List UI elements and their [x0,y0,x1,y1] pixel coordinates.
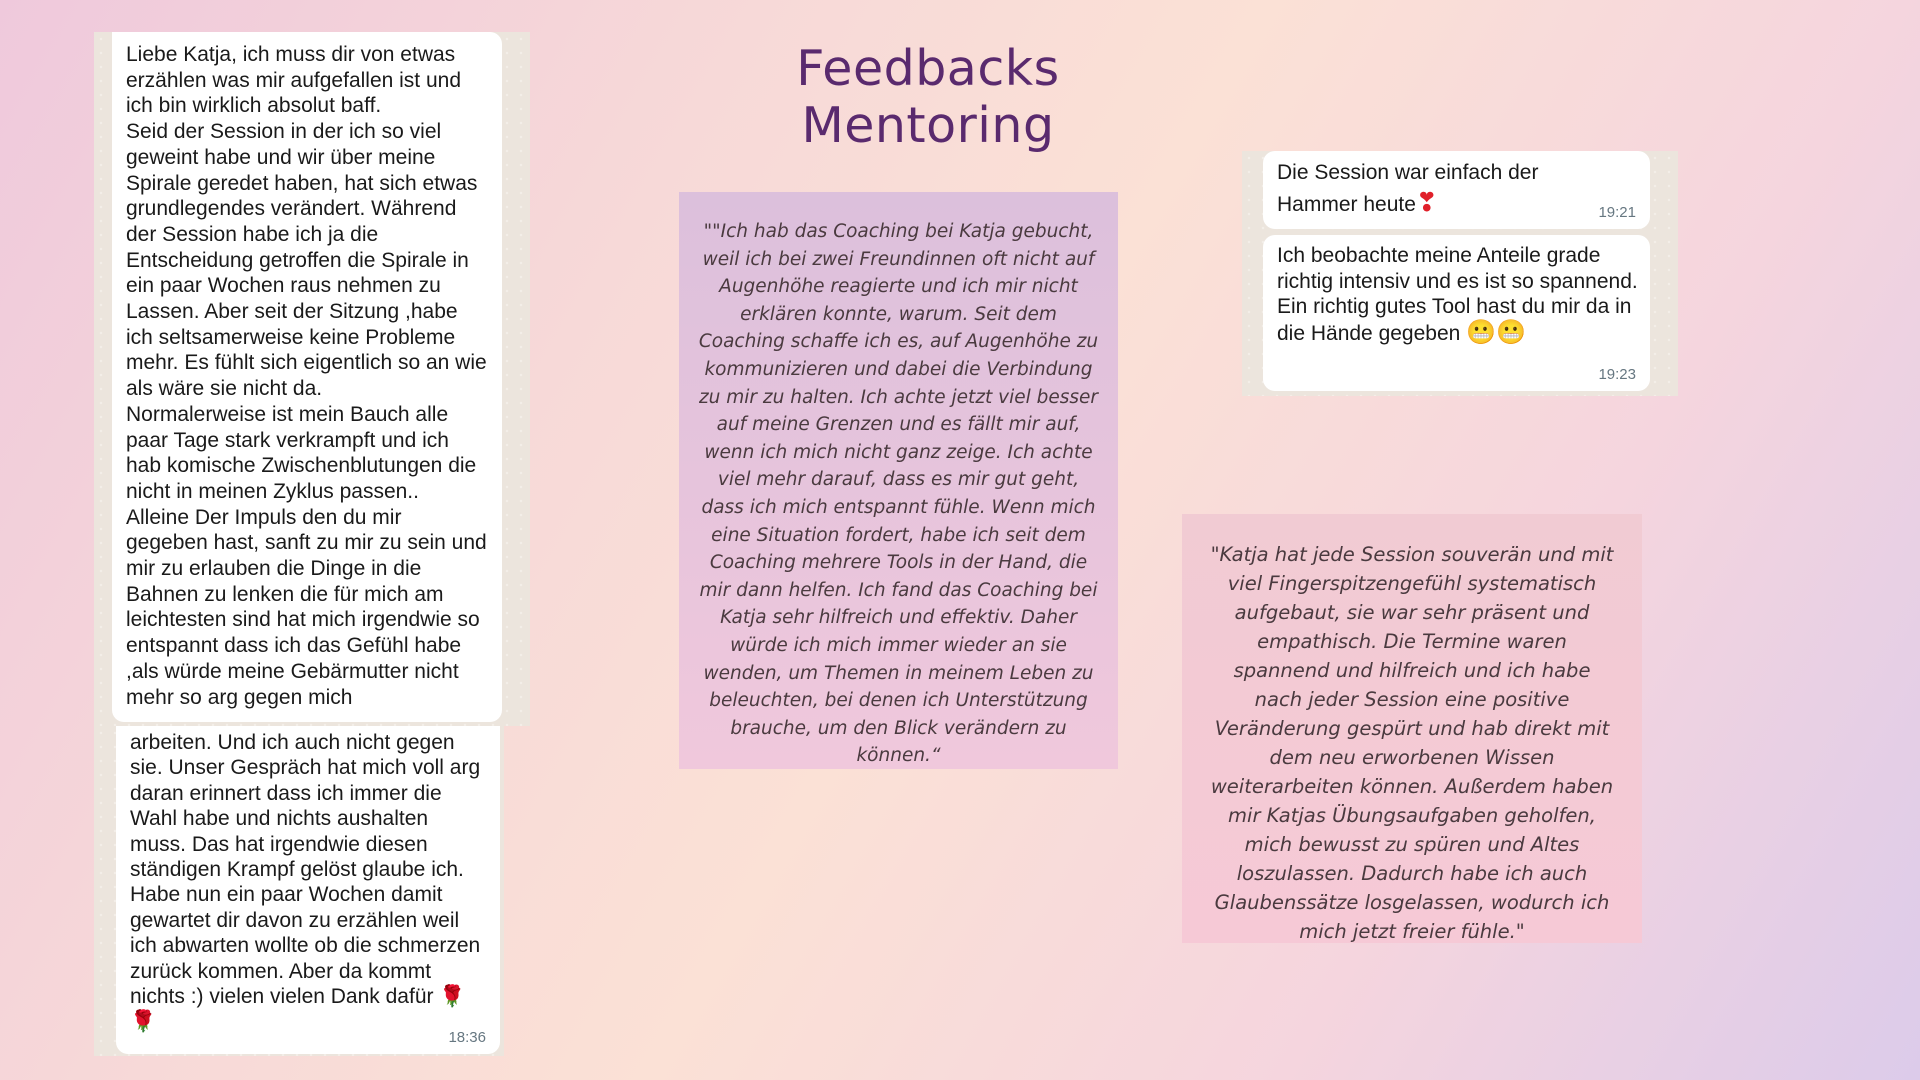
testimonial-quote-right [1182,514,1642,943]
chat-screenshot-left-top [94,32,530,726]
message-timestamp: 19:23 [1598,366,1636,383]
chat-message-body: arbeiten. Und ich auch nicht gegen sie. Unser Gespräch hat mich voll arg daran erinnert dass ich immer die Wahl habe und nichts aushalten muss. Das hat irgendwie diesen ständigen Krampf gelöst glaube ich. Habe nun ein paar Wochen damit gewartet dir davon zu erzählen weil ich abwarten wollte ob die schmerzen zurück kommen. Aber da kommt nichts :) vielen vielen Dank dafür [130,731,481,1009]
chat-bubble-2 [1263,235,1650,391]
grimacing-face-emoji-icon: 😬😬 [1466,317,1526,346]
chat-screenshot-left-bottom [94,726,504,1056]
testimonial-quote-middle [679,192,1118,769]
message-timestamp: 19:21 [1598,204,1636,221]
chat-bubble [116,726,500,1054]
heart-exclamation-emoji-icon: ❣ [1415,188,1438,218]
chat-message-text: Ich beobachte meine Anteile grade richtig intensiv und es ist so spannend. Ein richtig gutes Tool hast du mir da in die Hände gegeben 😬😬 [1277,244,1638,346]
chat-bubble-1 [1263,151,1650,229]
chat-message-text: Liebe Katja, ich muss dir von etwas erzählen was mir aufgefallen ist und ich bin wirklich absolut baff. Seid der Session in der ich so viel geweint habe und wir über meine Spirale geredet haben, hat sich etwas grundlegendes verändert. Während der Session habe ich ja die Entscheidung getroffen die Spirale in ein paar Wochen raus nehmen zu Lassen. Aber seit der Sitzung ,habe ich seltsamerweise keine Probleme mehr. Es fühlt sich eigentlich so an wie als wäre sie nicht da. Normalerweise ist mein Bauch alle paar Tage stark verkrampft und ich hab komische Zwischenblutungen die nicht in meinen Zyklus passen.. Alleine Der Impuls den du mir gegeben hast, sanft zu mir zu sein und mir zu erlauben die Dinge in die Bahnen zu lenken die für mich am leichtesten sind hat mich irgendwie so entspannt dass ich das Gefühl habe ,als würde meine Gebärmutter nicht mehr so arg gegen mich [126,43,487,709]
chat-message-text [130,730,486,1035]
chat-bubble [112,32,502,722]
chat-message-text: Die Session war einfach der Hammer heute❣ [1277,161,1539,218]
rose-emoji-icon: 🌹 🌹 [130,984,466,1034]
page-title: Feedbacks Mentoring [796,40,1060,154]
testimonial-text: ""Ich hab das Coaching bei Katja gebucht, weil ich bei zwei Freundinnen oft nicht auf Augenhöhe reagierte und ich mir nicht erklären konnte, warum. Seit dem Coaching schaffe ich es, auf Augenhöhe zu kommunizieren und dabei die Verbindung zu mir zu halten. Ich achte jetzt viel besser auf meine Grenzen und es fällt mir auf, wenn ich mich nicht ganz zeige. Ich achte viel mehr darauf, dass es mir gut geht, dass ich mich entspannt fühle. Wenn mich eine Situation fordert, habe ich seit dem Coaching mehrere Tools in der Hand, die mir dann helfen. Ich fand das Coaching bei Katja sehr hilfreich und effektiv. Daher würde ich mich immer wieder an sie wenden, um Themen in meinem Leben zu beleuchten, bei denen ich Unterstützung brauche, um den Blick verändern zu können.“ [698,221,1099,767]
chat-screenshot-right [1242,151,1678,396]
message-timestamp: 18:36 [448,1029,486,1046]
testimonial-text: "Katja hat jede Session souverän und mit viel Fingerspitzengefühl systematisch aufgebaut, sie war sehr präsent und empathisch. Die Termine waren spannend und hilfreich und ich habe nach jeder Session eine positive Veränderung gespürt und hab direkt mit dem neu erworbenen Wissen weiterarbeiten können. Außerdem haben mir Katjas Übungsaufgaben geholfen, mich bewusst zu spüren und Altes loszulassen. Dadurch habe ich auch Glaubenssätze losgelassen, wodurch ich mich jetzt freier fühle." [1210,543,1614,943]
